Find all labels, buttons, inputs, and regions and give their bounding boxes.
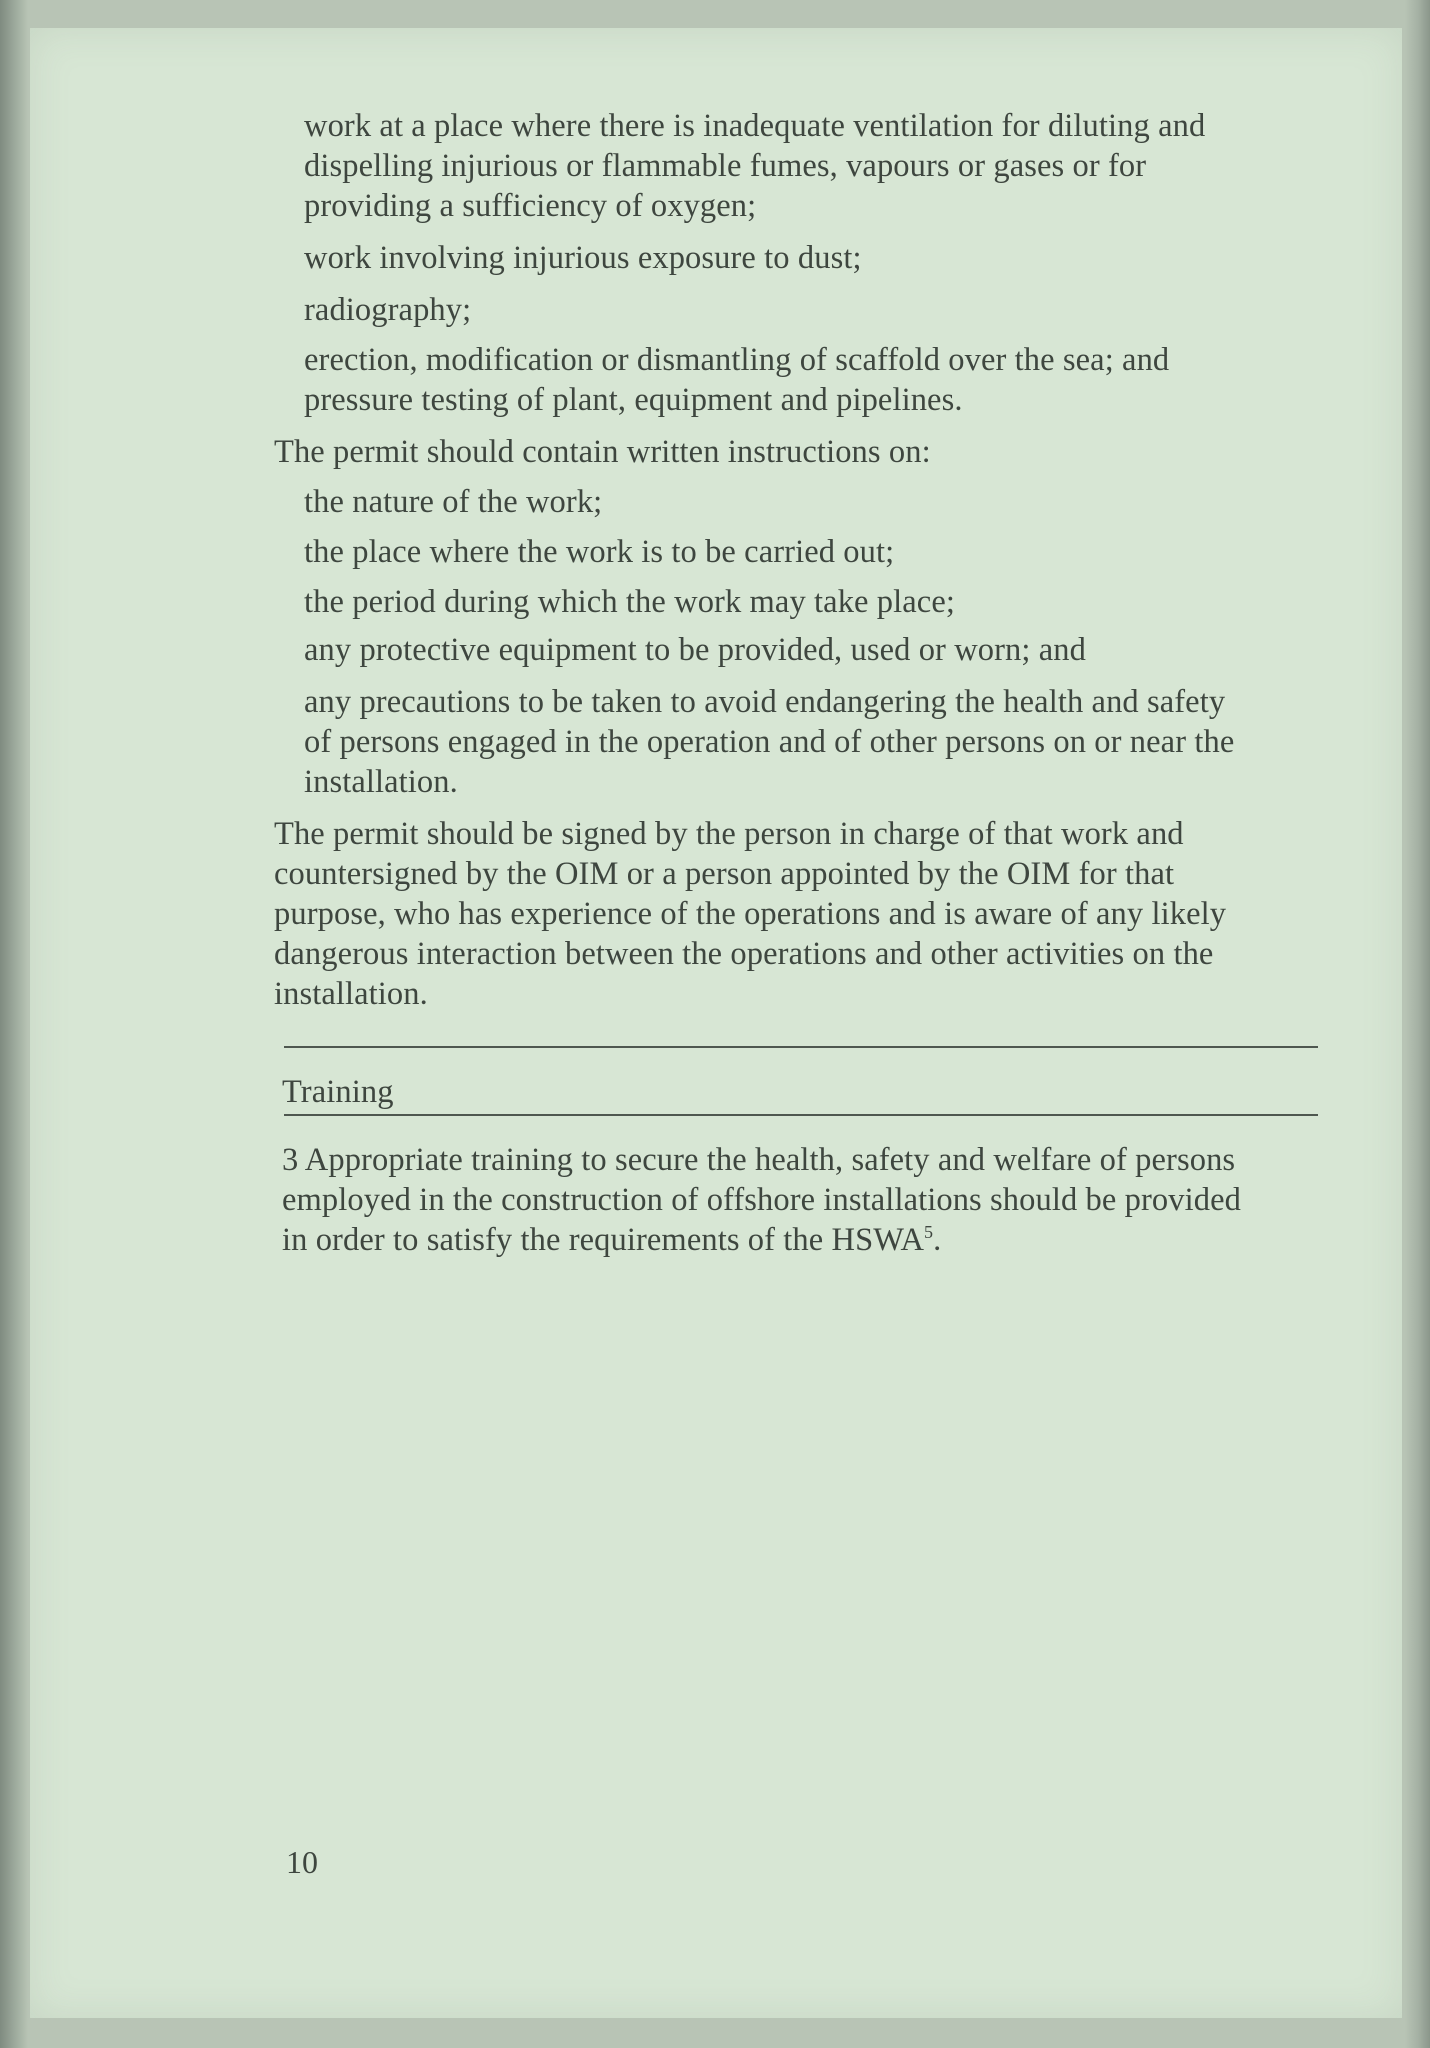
- section-rule-bottom: [284, 1114, 1318, 1116]
- footnote-reference: 5: [924, 1222, 934, 1242]
- permit-item-equipment: any protective equipment to be provided, used or worn; and: [304, 632, 1086, 668]
- hazard-item-scaffold-line-2: pressure testing of plant, equipment and pipelines.: [304, 382, 963, 418]
- training-paragraph-line-3: [282, 1220, 941, 1260]
- permit-item-precautions-line-3: installation.: [304, 764, 458, 800]
- training-paragraph-line-3-text: in order to satisfy the requirements of the HSWA: [282, 1222, 925, 1258]
- training-paragraph-line-2: employed in the construction of offshore installations should be provided: [282, 1182, 1241, 1218]
- permit-item-period: the period during which the work may take place;: [304, 584, 955, 620]
- signing-paragraph-line-4: dangerous interaction between the operations and other activities on the: [274, 936, 1214, 972]
- signing-paragraph-line-3: purpose, who has experience of the operations and is aware of any likely: [274, 896, 1227, 932]
- permit-item-place: the place where the work is to be carried out;: [304, 534, 895, 570]
- signing-paragraph-line-2: countersigned by the OIM or a person appointed by the OIM for that: [274, 856, 1175, 892]
- training-paragraph-end: .: [933, 1222, 942, 1258]
- page-number: 10: [286, 1844, 318, 1880]
- document-page: [30, 28, 1402, 2018]
- training-paragraph-line-1: 3 Appropriate training to secure the health, safety and welfare of persons: [282, 1142, 1236, 1178]
- permit-intro: The permit should contain written instructions on:: [274, 434, 931, 470]
- hazard-item-radiography: radiography;: [304, 292, 472, 328]
- signing-paragraph-line-1: The permit should be signed by the person in charge of that work and: [274, 816, 1184, 852]
- section-heading-training: Training: [282, 1074, 394, 1110]
- permit-item-precautions-line-2: of persons engaged in the operation and of other persons on or near the: [304, 724, 1235, 760]
- hazard-item-ventilation-line-2: dispelling injurious or flammable fumes, vapours or gases or for: [304, 148, 1147, 184]
- signing-paragraph-line-5: installation.: [274, 976, 428, 1012]
- section-rule-top: [284, 1046, 1318, 1048]
- hazard-item-dust: work involving injurious exposure to dust;: [304, 240, 862, 276]
- permit-item-precautions-line-1: any precautions to be taken to avoid endangering the health and safety: [304, 684, 1226, 720]
- hazard-item-ventilation-line-3: providing a sufficiency of oxygen;: [304, 188, 757, 224]
- hazard-item-ventilation-line-1: work at a place where there is inadequate ventilation for diluting and: [304, 108, 1206, 144]
- permit-item-nature: the nature of the work;: [304, 484, 603, 520]
- hazard-item-scaffold-line-1: erection, modification or dismantling of scaffold over the sea; and: [304, 342, 1170, 378]
